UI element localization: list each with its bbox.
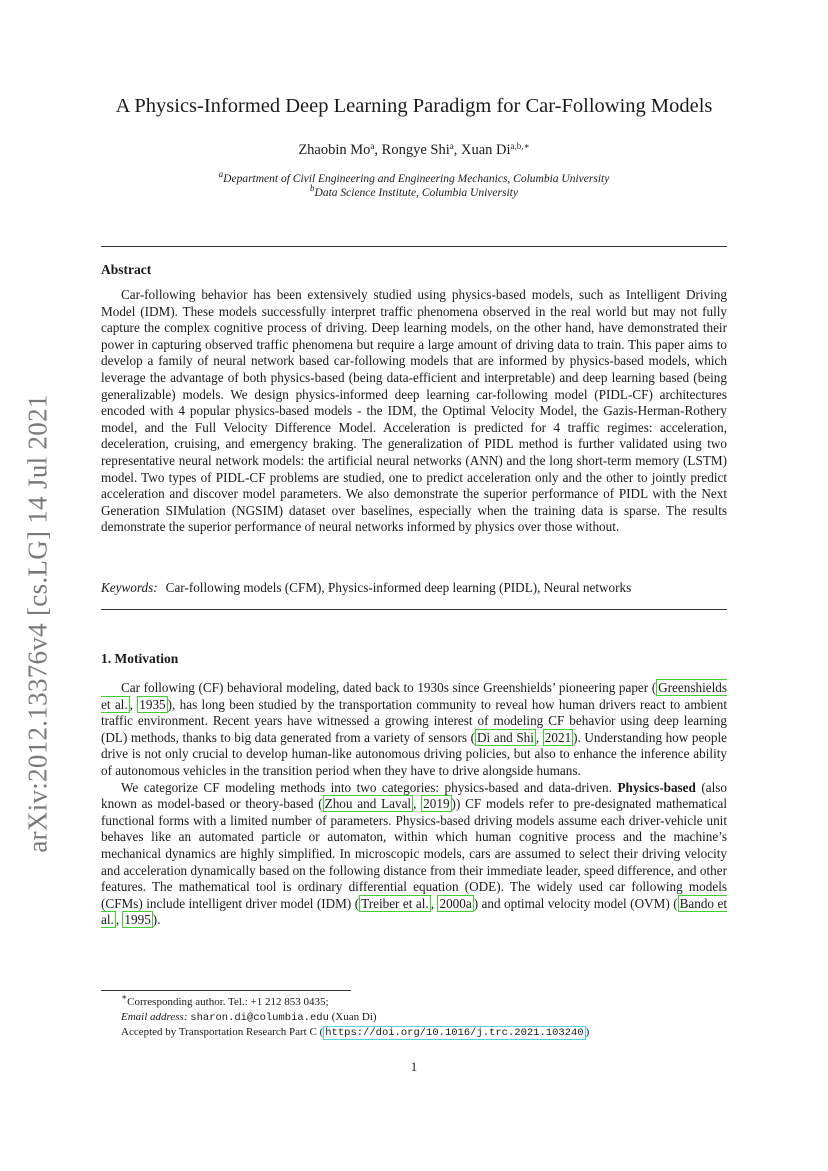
citation-year-link[interactable]: 1935 (139, 696, 166, 712)
paper-title: A Physics-Informed Deep Learning Paradigm for Car-Following Models (115, 95, 713, 117)
citation-link[interactable]: Treiber et al. (361, 895, 429, 911)
affiliations (0, 169, 828, 200)
affiliation: $^b$Data Science Institute, Columbia University (310, 183, 518, 199)
footnote-divider (101, 990, 351, 991)
author-affil-mark: a (449, 141, 454, 151)
affiliation: $^a$Department of Civil Engineering and Engineering Mechanics, Columbia University (218, 169, 610, 185)
footnote-accepted: Accepted by Transportation Research Part C ( https://doi.org/10.1016/j.trc.2021.103240 ) (121, 1026, 590, 1039)
keywords (101, 580, 727, 597)
citation-link[interactable]: Greenshields et al. (101, 680, 727, 712)
author-name: Rongye Shi (381, 142, 450, 158)
author-affil-mark: a (370, 141, 375, 151)
footnote-email: Email address: sharon.di@columbia.edu (Xuan Di) (121, 1010, 377, 1024)
email-address: sharon.di@columbia.edu (190, 1011, 329, 1024)
arxiv-sidebar (6, 373, 70, 873)
citation-link[interactable]: Zhou and Laval (324, 796, 412, 812)
doi-link[interactable]: https://doi.org/10.1016/j.trc.2021.103240 (325, 1027, 584, 1039)
citation-year-link[interactable]: 1995 (124, 912, 151, 928)
author-list: Zhaobin Mo$^a$, Rongye Shi$^a$, Xuan $Di^{a,b,∗}$ (298, 141, 530, 158)
section-body (101, 680, 727, 929)
citation-link[interactable]: Di and Shi (477, 729, 534, 745)
citation-year-link[interactable]: 2021 (544, 729, 572, 745)
keywords-text: Car-following models (CFM), Physics-informed deep learning (PIDL), Neural networks (165, 580, 632, 595)
arxiv-identifier: arXiv:2012.13376v4 [cs.LG] 14 Jul 2021 (22, 393, 53, 853)
citation-year-link[interactable]: 2019 (423, 796, 450, 812)
footnotes (101, 992, 590, 1041)
page-number: 1 (410, 1059, 418, 1074)
abstract-divider (101, 609, 727, 610)
top-divider (101, 246, 727, 247)
bold-term: Physics-based (617, 779, 696, 795)
author-name: Xuan Di (461, 142, 511, 158)
paragraph: Car following (CF) behavioral modeling, dated back to 1930s since Greenshields’ pioneering paper ( Greenshields et al. , 1935 ), has long been studied by the transportation community to reveal how human drivers react to ambient traffic environment. Recent years have witnessed a growing interest of modeling CF behavior using deep learning (DL) methods, thanks to big data generated from a variety of sensors ( Di and Shi , 2021 ). Understanding how people drive is not only crucial to develop human-like autonomous driving policies, but also to enhance the inference ability of autonomous vehicles in the transition period when they have to drive alongside humans. (101, 680, 727, 778)
author-name: Zhaobin Mo (298, 142, 371, 158)
citation-year-link[interactable]: 2000a (439, 895, 472, 911)
footnote-corresponding: ∗Corresponding author. Tel.: +1 212 853 0435; (121, 992, 329, 1008)
keywords-label: Keywords: (101, 580, 158, 595)
citation-link[interactable]: Bando et al. (101, 895, 728, 928)
author-affil-mark: a,b,∗ (510, 141, 530, 151)
abstract-heading: Abstract (101, 262, 152, 277)
section-heading: 1. Motivation (101, 651, 179, 666)
abstract-text: Car-following behavior has been extensively studied using physics-based models, such as Intelligent Driving Model (IDM). These models successfully interpret traffic phenomena observed in the real world but may not fully capture the complex cognitive process of driving. Deep learning models, on the other hand, have demonstrated their power in capturing observed traffic phenomena but require a large amount of driving data to train. This paper aims to develop a family of neural network based car-following models that are informed by physics-based models, which leverage the advantage of both physics-based (being data-efficient and interpretable) and deep learning based (being generalizable) models. We design physics-informed deep learning car-following model (PIDL-CF) architectures encoded with 4 popular physics-based models - the IDM, the Optimal Velocity Model, the Gazis-Herman-Rothery model, and the Full Velocity Difference Model. Acceleration is predicted for 4 traffic regimes: acceleration, deceleration, cruising, and emergency braking. The generalization of PIDL method is further validated using two representative neural network models: the artificial neural networks (ANN) and the long short-term memory (LSTM) model. Two types of PIDL-CF problems are studied, one to predict acceleration only and the other to jointly predict acceleration and discover model parameters. We also demonstrate the superior performance of PIDL with the Next Generation SIMulation (NGSIM) dataset over baselines, especially when the training data is sparse. The results demonstrate the superior performance of neural networks informed by physics over those without. (101, 287, 727, 535)
paragraph: We categorize CF modeling methods into two categories: physics-based and data-driven. Physics-based (also known as model-based or theory-based ( Zhou and Laval , 2019 )) CF models refer to pre-designated mathematical functional forms with a limited number of parameters. Physics-based driving models assume each driver-vehicle unit behaves like an automated particle or automaton, within which human cognitive process and the machine’s mechanical dynamics are highly simplified. In microscopic models, cars are assumed to select their driving velocity and acceleration dynamically based on the following distance from their immediate leader, speed difference, and other features. The mathematical tool is ordinary differential equation (ODE). The widely used car following models (CFMs) include intelligent driver model (IDM) ( Treiber et al. , 2000a ) and optimal velocity model (OVM) ( Bando et al. , 1995 ). (101, 779, 728, 928)
